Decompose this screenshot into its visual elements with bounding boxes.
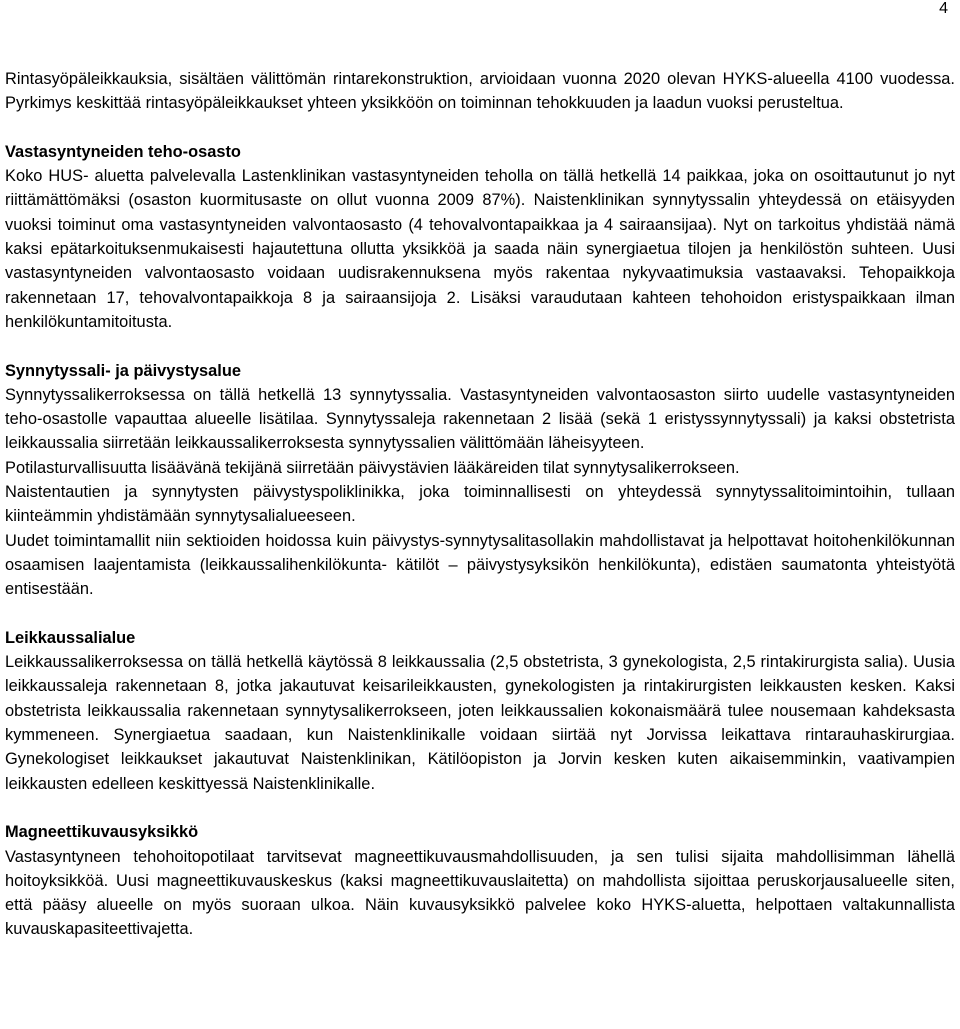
section-paragraph: Synnytyssalikerroksessa on tällä hetkellä 13 synnytyssalia. Vastasyntyneiden valvontaosaston siirto uudelle vastasyntyneiden teho-osastolle vapauttaa alueelle lisätilaa. Synnytyssaleja rakennetaan 2 lisää (sekä 1 eristyssynnytyssali) ja kaksi obstetrista leikkaussalia siirretään leikkaussalikerroksesta synnytyssalien välittömään läheisyyteen. [5,385,955,453]
section-paragraph: Naistentautien ja synnytysten päivystyspoliklinikka, joka toiminnallisesti on yhteydessä synnytyssalitoimintoihin, tullaan kiinteämmin yhdistämään synnytysalialueeseen. [5,483,955,526]
section-paragraph: Vastasyntyneen tehohoitopotilaat tarvitsevat magneettikuvausmahdollisuuden, ja sen tulisi sijaita mahdollisimman lähellä hoitoyksikköä. Uusi magneettikuvauskeskus (kaksi magneettikuvauslaitetta) on mahdollista sijoittaa peruskorjausalueelle siten, että pääsy alueelle on myös suoraan ulkoa. Näin kuvausyksikkö palvelee koko HYKS-aluetta, helpottaen valtakunnallista kuvauskapasiteettivajetta. [5,847,955,939]
document-body [5,67,955,942]
section-heading: Leikkaussalialue [5,628,136,647]
section-paragraph: Leikkaussalikerroksessa on tällä hetkellä käytössä 8 leikkaussalia (2,5 obstetrista, 3 gynekologista, 2,5 rintakirurgista salia). Uusia leikkaussaleja rakennetaan 8, jotka jakautuvat keisarileikkausten, gynekologisten ja rintakirurgisten leikkausten kesken. Kaksi obstetrista leikkaussalia rakennetaan synnytysalikerrokseen, joten leikkaussalien kokonaismäärä tulee nousemaan kahdeksasta kymmeneen. Synergiaetua saadaan, kun Naistenklinikalle voidaan siirtää nyt Jorvissa leikattava rintarauhaskirurgiaa. Gynekologiset leikkaukset jakautuvat Naistenklinikan, Kätilöopiston ja Jorvin kesken kuten aikaisemminkin, vaativampien leikkausten edelleen keskittyessä Naistenklinikalle. [5,653,955,793]
section-delivery-ward [5,359,955,602]
section-heading: Magneettikuvausyksikkö [5,823,199,842]
section-heading: Synnytyssali- ja päivystysalue [5,361,241,380]
section-mri-unit [5,820,955,941]
section-paragraph: Potilasturvallisuutta lisäävänä tekijänä siirretään päivystävien lääkäreiden tilat synnytysalikerrokseen. [5,458,740,477]
section-heading: Vastasyntyneiden teho-osasto [5,142,241,161]
section-neonatal-icu [5,140,955,334]
section-paragraph: Koko HUS- aluetta palvelevalla Lastenklinikan vastasyntyneiden teholla on tällä hetkellä 14 paikkaa, joka on osoittautunut jo nyt riittämättömäksi (osaston kuormitusaste on ollut vuonna 2009 87%). Naistenklinikan synnytyssalin yhteydessä on etäisyyden vuoksi toiminut oma vastasyntyneiden valvontaosasto (4 tehovalvontapaikkaa ja 4 sairaansijaa). Nyt on tarkoitus yhdistää nämä kaksi epätarkoituksenmukaisesti hajautettuna ollutta yksikköä ja saada näin synergiaetua tilojen ja henkilöstön suhteen. Uusi vastasyntyneiden valvontaosasto voidaan uudisrakennuksena myös rakentaa nykyvaatimuksia vastaavaksi. Tehopaikkoja rakennetaan 17, tehovalvontapaikkoja 8 ja sairaansijoja 2. Lisäksi varaudutaan kahteen tehohoidon eristyspaikkaan ilman henkilökuntamitoitusta. [5,167,955,331]
section-paragraph: Uudet toimintamallit niin sektioiden hoidossa kuin päivystys-synnytysalitasollakin mahdollistavat ja helpottavat hoitohenkilökunnan osaamisen laajentamista (leikkaussalihenkilökunta- kätilöt – päivystysyksikön henkilökunta), edistäen saumatonta yhteistyötä entisestään. [5,531,955,599]
page-number: 4 [939,0,948,17]
intro-paragraph: Rintasyöpäleikkauksia, sisältäen välittömän rintarekonstruktion, arvioidaan vuonna 2020 olevan HYKS-alueella 4100 vuodessa. Pyrkimys keskittää rintasyöpäleikkaukset yhteen yksikköön on toiminnan tehokkuuden ja laadun vuoksi perusteltua. [5,70,955,113]
section-operating-rooms [5,626,955,796]
